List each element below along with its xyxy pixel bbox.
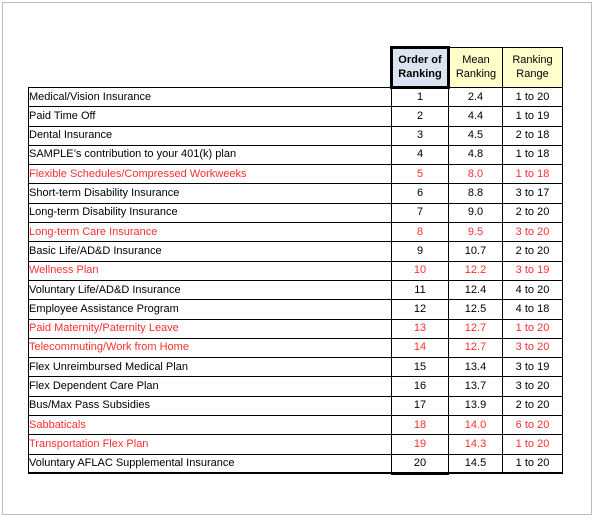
ranking-range-cell: 4 to 18 xyxy=(503,300,563,319)
order-ranking-cell: 7 xyxy=(392,203,449,222)
mean-ranking-cell: 14.0 xyxy=(449,416,503,435)
table-row xyxy=(29,126,563,145)
ranking-range-cell: 1 to 19 xyxy=(503,107,563,126)
order-ranking-cell: 12 xyxy=(392,300,449,319)
ranking-range-cell: 1 to 20 xyxy=(503,454,563,473)
mean-ranking-cell: 9.0 xyxy=(449,203,503,222)
ranking-range-cell: 2 to 20 xyxy=(503,242,563,261)
benefit-name-cell: Medical/Vision Insurance xyxy=(29,88,392,107)
order-ranking-cell: 4 xyxy=(392,145,449,164)
ranking-range-cell: 2 to 20 xyxy=(503,203,563,222)
order-ranking-cell: 13 xyxy=(392,319,449,338)
benefit-name-cell: Flex Unreimbursed Medical Plan xyxy=(29,358,392,377)
ranking-range-cell: 6 to 20 xyxy=(503,416,563,435)
table-row xyxy=(29,242,563,261)
ranking-range-cell: 3 to 20 xyxy=(503,377,563,396)
benefit-name-cell: Paid Maternity/Paternity Leave xyxy=(29,319,392,338)
benefit-name-cell: Flex Dependent Care Plan xyxy=(29,377,392,396)
benefit-name-cell: Bus/Max Pass Subsidies xyxy=(29,396,392,415)
ranking-range-cell: 3 to 17 xyxy=(503,184,563,203)
order-ranking-cell: 3 xyxy=(392,126,449,145)
mean-ranking-cell: 14.5 xyxy=(449,454,503,473)
table-row xyxy=(29,338,563,357)
ranking-range-cell: 4 to 20 xyxy=(503,280,563,299)
order-ranking-cell: 8 xyxy=(392,223,449,242)
mean-ranking-cell: 13.4 xyxy=(449,358,503,377)
table-row xyxy=(29,107,563,126)
mean-ranking-cell: 13.9 xyxy=(449,396,503,415)
mean-ranking-cell: 12.7 xyxy=(449,319,503,338)
order-ranking-cell: 17 xyxy=(392,396,449,415)
benefit-name-cell: Voluntary Life/AD&D Insurance xyxy=(29,280,392,299)
mean-ranking-cell: 8.0 xyxy=(449,165,503,184)
ranking-range-cell: 3 to 19 xyxy=(503,261,563,280)
table-row xyxy=(29,396,563,415)
mean-ranking-cell: 10.7 xyxy=(449,242,503,261)
order-ranking-cell: 2 xyxy=(392,107,449,126)
mean-ranking-cell: 12.5 xyxy=(449,300,503,319)
ranking-range-cell: 3 to 20 xyxy=(503,338,563,357)
mean-ranking-cell: 12.7 xyxy=(449,338,503,357)
mean-ranking-cell: 14.3 xyxy=(449,435,503,454)
benefit-name-cell: Flexible Schedules/Compressed Workweeks xyxy=(29,165,392,184)
table-row xyxy=(29,300,563,319)
mean-ranking-cell: 12.4 xyxy=(449,280,503,299)
table-row xyxy=(29,377,563,396)
ranking-range-cell: 2 to 20 xyxy=(503,396,563,415)
ranking-range-cell: 3 to 20 xyxy=(503,223,563,242)
ranking-range-cell: 1 to 18 xyxy=(503,165,563,184)
table-row xyxy=(29,223,563,242)
benefit-name-cell: Long-term Disability Insurance xyxy=(29,203,392,222)
table-row xyxy=(29,280,563,299)
table-row xyxy=(29,88,563,107)
benefit-name-cell: Long-term Care Insurance xyxy=(29,223,392,242)
column-header-ranking-range: Ranking Range xyxy=(503,48,563,88)
order-ranking-cell: 16 xyxy=(392,377,449,396)
benefit-name-cell: Voluntary AFLAC Supplemental Insurance xyxy=(29,454,392,473)
mean-ranking-cell: 2.4 xyxy=(449,88,503,107)
empty-header-cell xyxy=(29,48,392,88)
order-ranking-cell: 1 xyxy=(392,88,449,107)
table-row xyxy=(29,165,563,184)
order-ranking-cell: 11 xyxy=(392,280,449,299)
order-ranking-cell: 15 xyxy=(392,358,449,377)
order-ranking-cell: 19 xyxy=(392,435,449,454)
order-ranking-cell: 14 xyxy=(392,338,449,357)
benefit-name-cell: Employee Assistance Program xyxy=(29,300,392,319)
order-ranking-cell: 10 xyxy=(392,261,449,280)
mean-ranking-cell: 4.4 xyxy=(449,107,503,126)
table-row xyxy=(29,416,563,435)
benefit-name-cell: Paid Time Off xyxy=(29,107,392,126)
benefit-name-cell: Basic Life/AD&D Insurance xyxy=(29,242,392,261)
ranking-range-cell: 1 to 20 xyxy=(503,319,563,338)
table-row xyxy=(29,435,563,454)
ranking-range-cell: 1 to 20 xyxy=(503,435,563,454)
table-row xyxy=(29,203,563,222)
mean-ranking-cell: 13.7 xyxy=(449,377,503,396)
table-row xyxy=(29,358,563,377)
header-row xyxy=(29,48,563,88)
table-row xyxy=(29,261,563,280)
mean-ranking-cell: 8.8 xyxy=(449,184,503,203)
mean-ranking-cell: 9.5 xyxy=(449,223,503,242)
benefit-name-cell: Wellness Plan xyxy=(29,261,392,280)
ranking-range-cell: 1 to 20 xyxy=(503,88,563,107)
benefit-name-cell: Transportation Flex Plan xyxy=(29,435,392,454)
table-row xyxy=(29,319,563,338)
order-ranking-cell: 20 xyxy=(392,454,449,473)
column-header-mean-ranking: Mean Ranking xyxy=(449,48,503,88)
ranking-range-cell: 1 to 18 xyxy=(503,145,563,164)
ranking-range-cell: 2 to 18 xyxy=(503,126,563,145)
mean-ranking-cell: 12.2 xyxy=(449,261,503,280)
benefit-name-cell: Sabbaticals xyxy=(29,416,392,435)
order-ranking-cell: 18 xyxy=(392,416,449,435)
benefit-name-cell: Dental Insurance xyxy=(29,126,392,145)
ranking-range-cell: 3 to 19 xyxy=(503,358,563,377)
order-ranking-cell: 9 xyxy=(392,242,449,261)
order-ranking-cell: 6 xyxy=(392,184,449,203)
mean-ranking-cell: 4.5 xyxy=(449,126,503,145)
table-row xyxy=(29,145,563,164)
benefit-name-cell: Telecommuting/Work from Home xyxy=(29,338,392,357)
table-row xyxy=(29,184,563,203)
table-row xyxy=(29,454,563,473)
mean-ranking-cell: 4.8 xyxy=(449,145,503,164)
order-ranking-cell: 5 xyxy=(392,165,449,184)
benefit-name-cell: SAMPLE’s contribution to your 401(k) plan xyxy=(29,145,392,164)
column-header-order-of-ranking: Order of Ranking xyxy=(392,48,449,88)
benefits-ranking-table xyxy=(28,46,563,475)
benefit-name-cell: Short-term Disability Insurance xyxy=(29,184,392,203)
